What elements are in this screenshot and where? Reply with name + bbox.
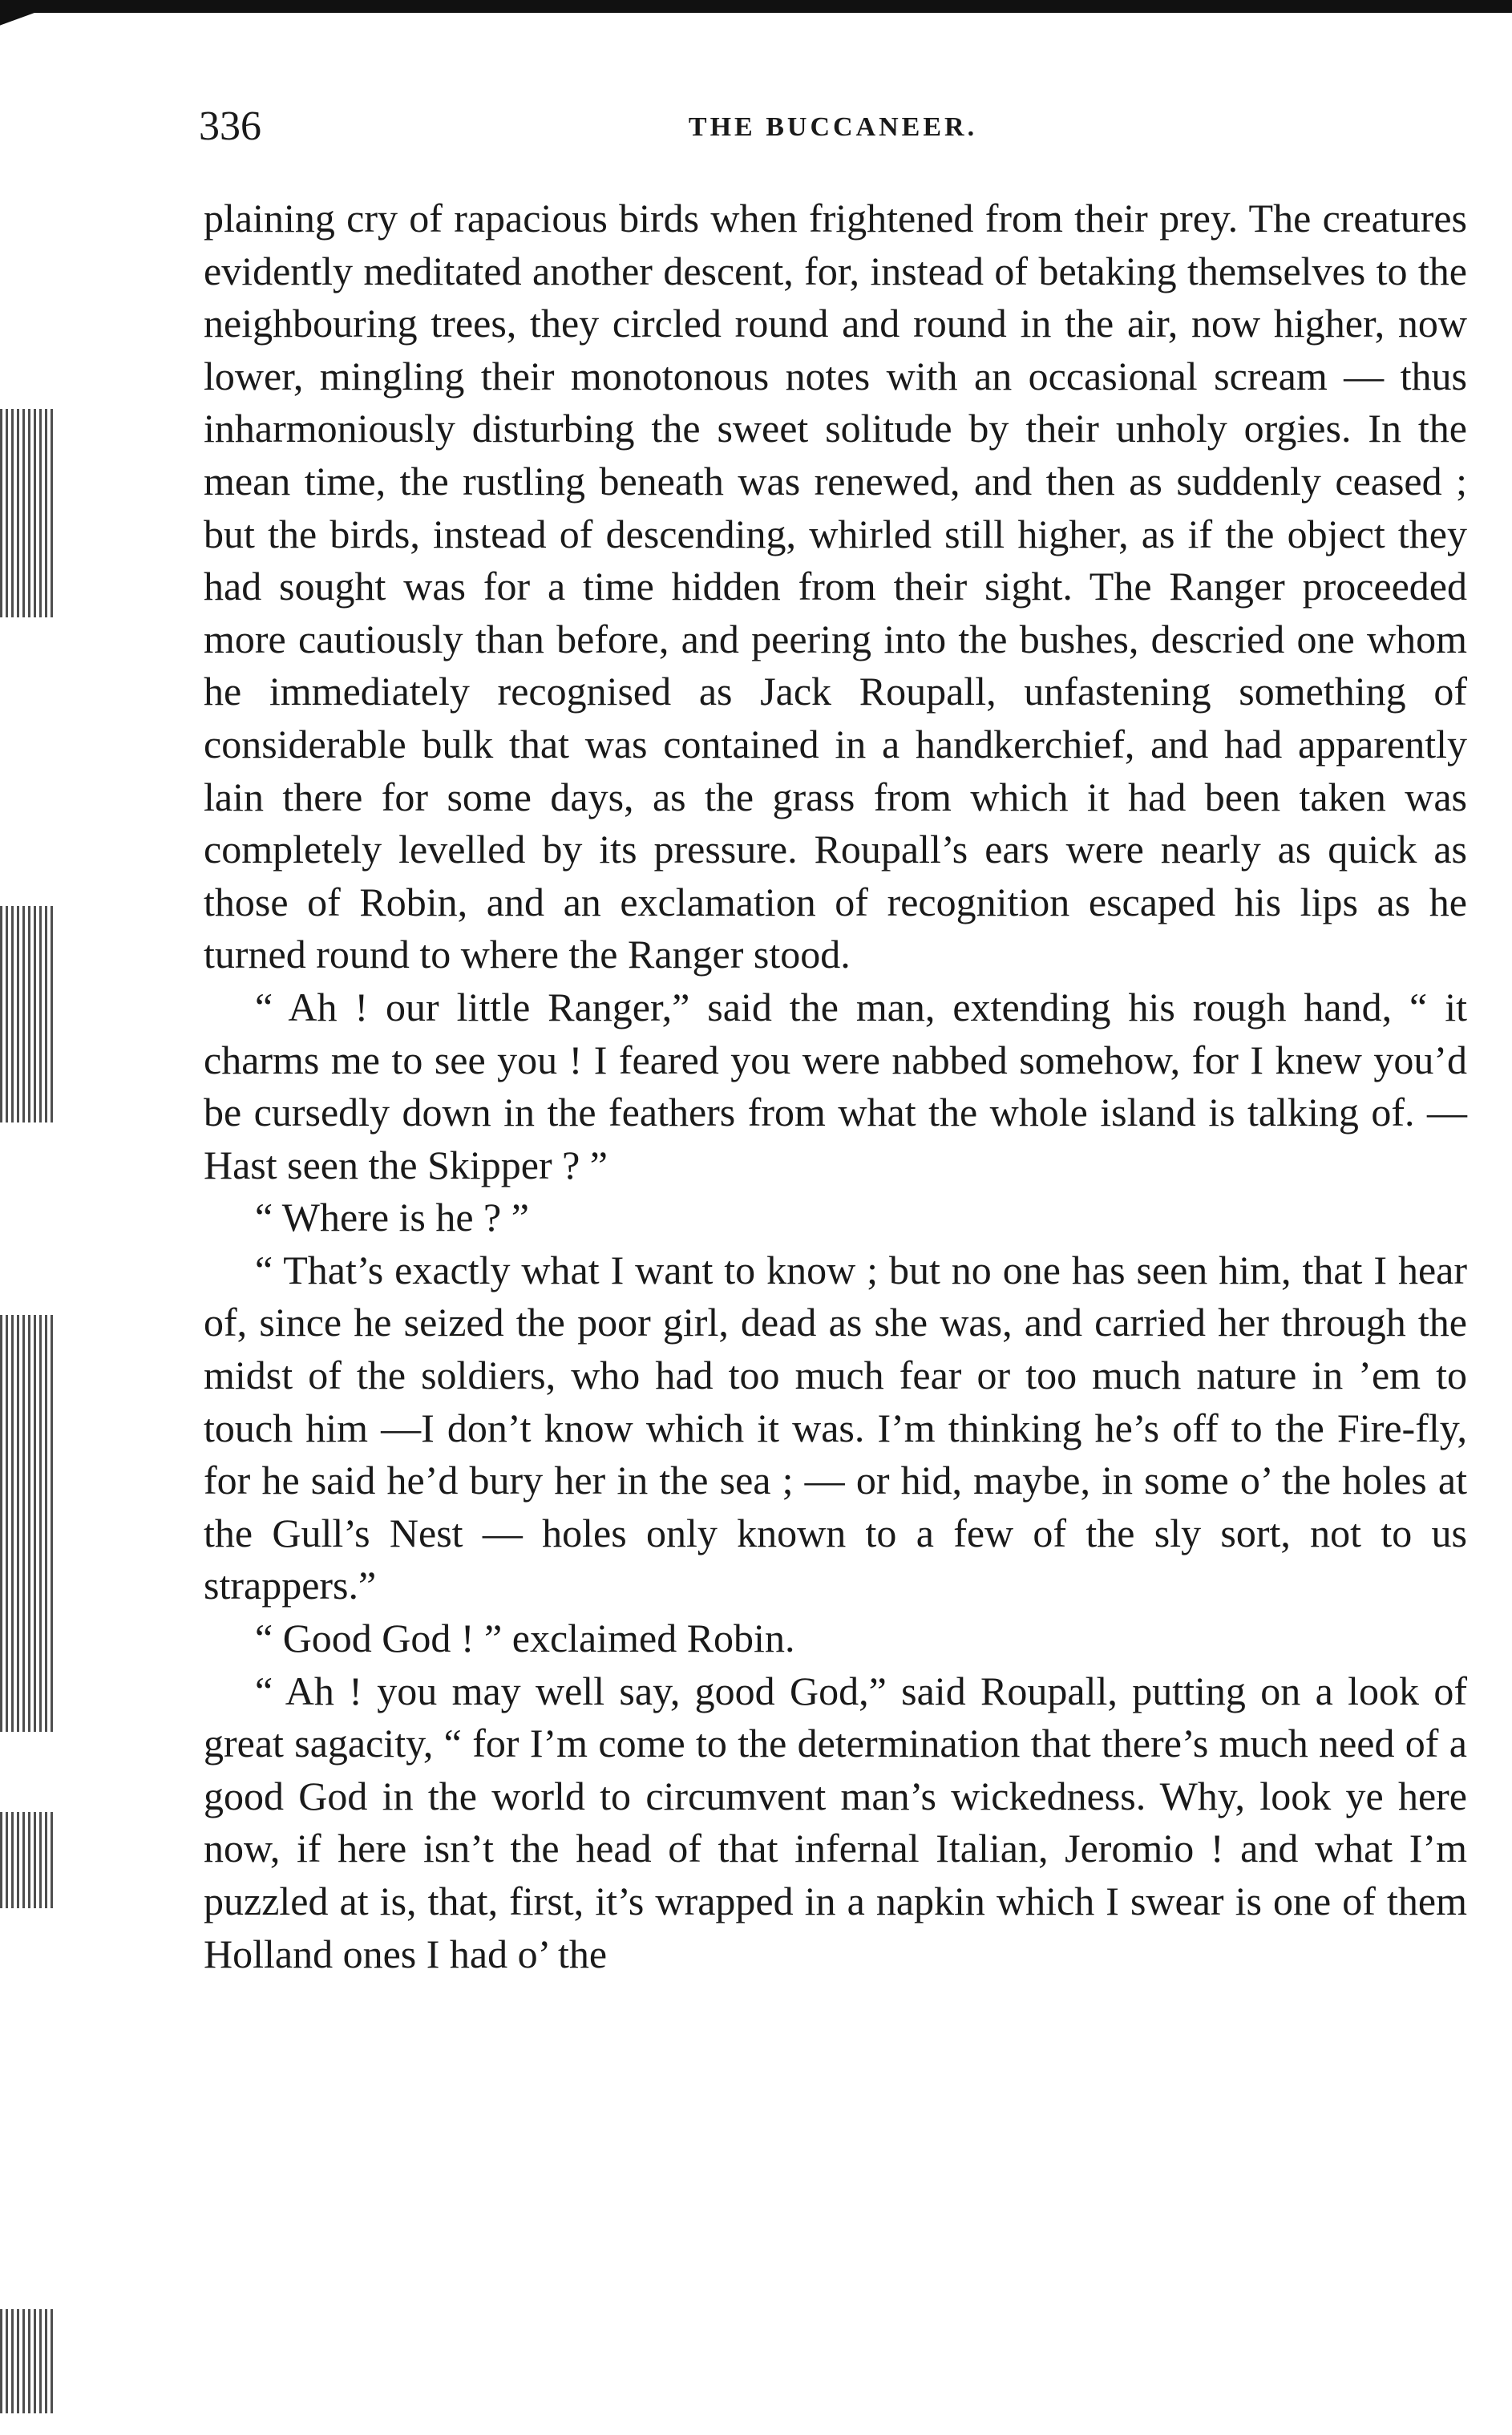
paragraph: “ Ah ! you may well say, good God,” said Roupall, putting on a look of great sagacity, “ for I’m come to the determination that there’s much need of a good God in the world to circumvent man’s wickedness. Why, look ye here now, if here isn’t the head of that infernal Italian, Jeromio ! and what I’m puzzled at is, that, first, it’s wrapped in a napkin which I swear is one of them Holland ones I had o’ the (204, 1668, 1467, 1976)
body-text (204, 192, 1467, 1980)
page-number: 336 (199, 103, 261, 149)
page-header (199, 103, 1467, 159)
binding-edge-mark (0, 1315, 53, 1732)
paragraph: “ Ah ! our little Ranger,” said the man, extending his rough hand, “ it charms me to see you ! I feared you were nabbed somehow, for I knew you’d be cursedly down in the feathers from what the whole island is talking of. — Hast seen the Skipper ? ” (204, 984, 1467, 1187)
paragraph: plaining cry of rapacious birds when frightened from their prey. The creatures evidently meditated another descent, for, instead of betaking themselves to the neighbouring trees, they circled round and round in the air, now higher, now lower, mingling their monotonous notes with an occasional scream — thus inharmoniously disturbing the sweet solitude by their unholy orgies. In the mean time, the rustling beneath was renewed, and then as suddenly ceased ; but the birds, instead of descending, whirled still higher, as if the object they had sought was for a time hidden from their sight. The Ranger proceeded more cautiously than before, and peering into the bushes, descried one whom he immediately recognised as Jack Roupall, unfastening something of considerable bulk that was contained in a handkerchief, and had apparently lain there for some days, as the grass from which it had been taken was completely levelled by its pressure. Roupall’s ears were nearly as quick as those of Robin, and an exclamation of recognition escaped his lips as he turned round to where the Ranger stood. (204, 196, 1467, 977)
paragraph: “ Where is he ? ” (255, 1195, 529, 1240)
paragraph: “ Good God ! ” exclaimed Robin. (255, 1616, 795, 1661)
binding-edge-mark (0, 1812, 53, 1908)
binding-edge-mark (0, 906, 53, 1122)
binding-edge-mark (0, 409, 53, 617)
top-edge-rule (0, 0, 1512, 13)
running-title: THE BUCCANEER. (688, 112, 978, 142)
top-edge-shadow (0, 11, 48, 40)
paragraph: “ That’s exactly what I want to know ; but no one has seen him, that I hear of, since he seized the poor girl, dead as she was, and carried her through the midst of the soldiers, who had too much fear or too much nature in ’em to touch him —I don’t know which it was. I’m thinking he’s off to the Fire-fly, for he said he’d bury her in the sea ; — or hid, maybe, in some o’ the holes at the Gull’s Nest — holes only known to a few of the sly sort, not to us strappers.” (204, 1247, 1467, 1608)
binding-edge-mark (0, 2309, 53, 2413)
